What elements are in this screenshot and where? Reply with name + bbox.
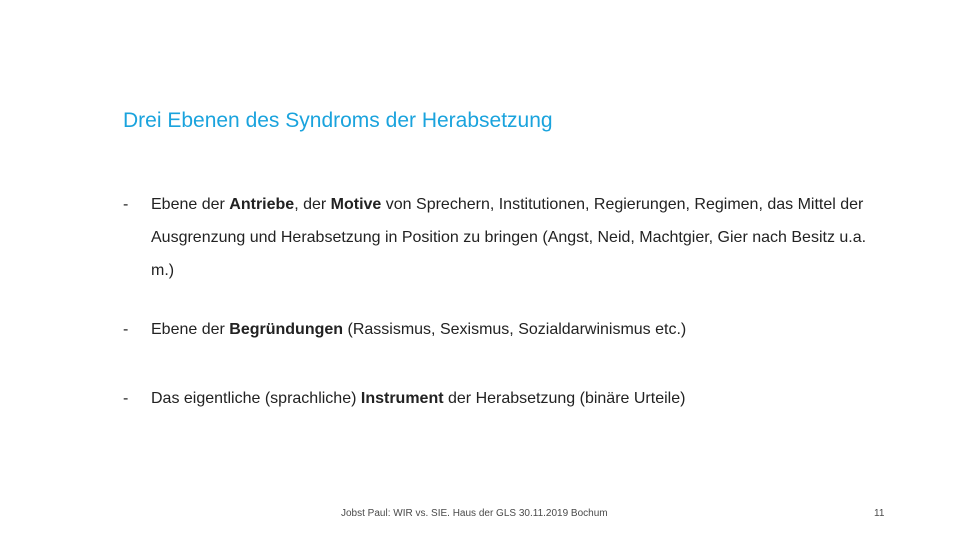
bullet-text-bold: Motive	[330, 196, 382, 213]
bullet-text-part: der Herabsetzung (binäre Urteile)	[443, 390, 686, 407]
bullet-text-bold: Antriebe	[229, 196, 295, 213]
bullet-text-part: (Rassismus, Sexismus, Sozialdarwinismus etc.)	[343, 321, 687, 338]
bullet-text-part: Das eigentliche (sprachliche)	[151, 390, 361, 407]
bullet-text-part: Ebene der	[151, 321, 230, 338]
bullet-text-part: von Sprechern, Institutionen, Regierungen, Regimen, das Mittel der Ausgrenzung und Herabsetzung in Position zu bringen (Angst, Neid, Machtgier, Gier nach Besitz u.a. m.)	[151, 196, 867, 279]
bullet-text-bold: Begründungen	[229, 321, 344, 338]
bullet-text	[151, 188, 883, 287]
bullet-text-bold: Instrument	[360, 390, 444, 407]
slide-title: Drei Ebenen des Syndroms der Herabsetzung	[123, 109, 553, 132]
page-number: 11	[874, 508, 885, 519]
bullet-text	[151, 382, 883, 415]
footer-citation: Jobst Paul: WIR vs. SIE. Haus der GLS 30.11.2019 Bochum	[341, 508, 608, 519]
bullet-text-part: , der	[294, 196, 331, 213]
bullet-text	[151, 313, 883, 346]
bullet-text-part: Ebene der	[151, 196, 230, 213]
bullet-marker: -	[123, 390, 129, 407]
bullet-marker: -	[123, 196, 129, 213]
bullet-marker: -	[123, 321, 129, 338]
